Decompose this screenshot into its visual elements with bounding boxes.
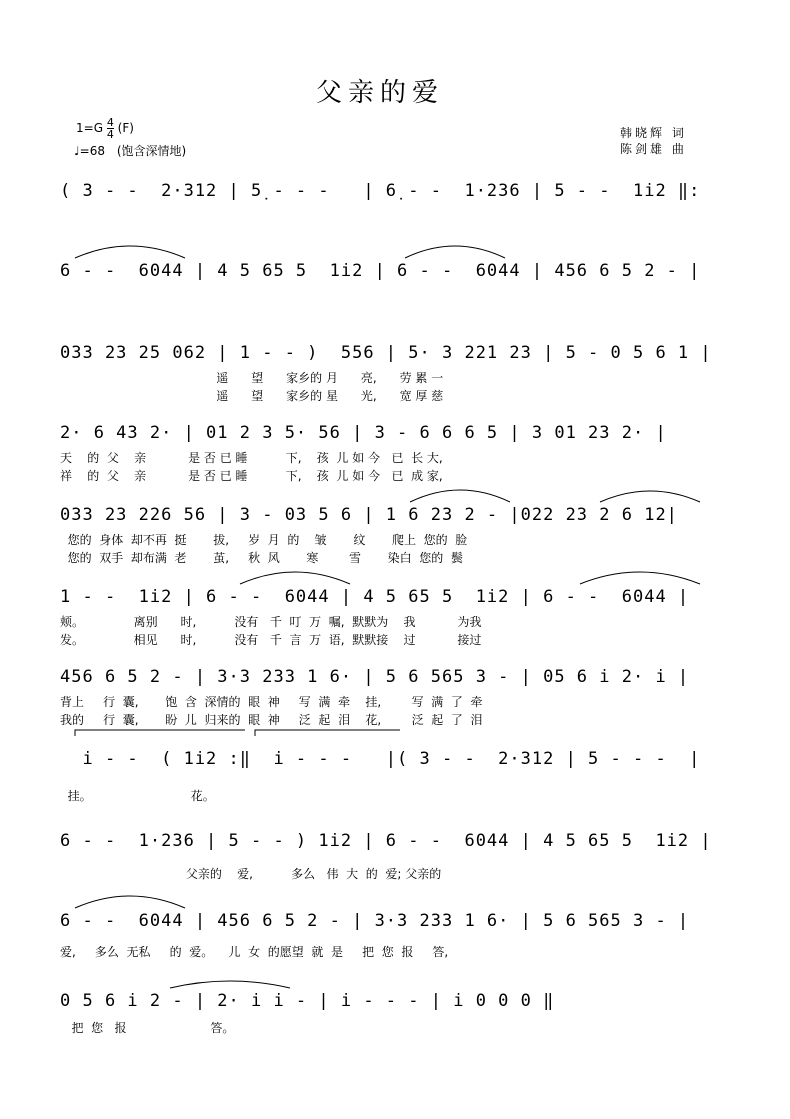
lyric-verse-1: 爱, 多么 无私 的 爱。 儿 女 的愿望 就 是 把 您 报 答,	[60, 945, 449, 959]
notation-line: 0 5 6 i 2 - | 2· i i - | i - - - | i 0 0 0 ‖	[60, 991, 555, 1011]
key-signature	[76, 117, 134, 140]
notation-line: ( 3 - - 2·312 | 5̣ - - - | 6̣ - - 1·236 | 5 - - 1i2 ‖:	[60, 181, 701, 201]
slur-marks	[60, 256, 720, 286]
notation-line: 033 23 226 56 | 3 - 03 5 6 | 1 6 23 2 - |022 23 2 6 12|	[60, 505, 678, 525]
lyric-verse-2: 遥 望 家乡的 星 光, 宽 厚 慈	[60, 389, 444, 403]
notation-line: 1 - - 1i2 | 6 - - 6044 | 4 5 65 5 1i2 | 6 - - 6044 |	[60, 587, 690, 607]
lyric-verse-2: 我的 行 囊, 盼 儿 归来的 眼 神 泛 起 泪 花, 泛 起 了 泪	[60, 713, 483, 727]
notation-line: 6 - - 6044 | 456 6 5 2 - | 3·3 233 1 6· | 5 6 565 3 - |	[60, 911, 690, 931]
lyric-verse-2: 您的 双手 却布满 老 茧, 秋 风 寒 雪 染白 您的 鬓	[60, 551, 463, 565]
lyric-verse-2: 发。 相见 时, 没有 千 言 万 语, 默默接 过 接过	[60, 633, 482, 647]
song-title: 父亲的爱	[315, 78, 444, 108]
lyric-verse-1: 背上 行 囊, 饱 含 深情的 眼 神 写 满 牵 挂, 写 满 了 牵	[60, 695, 483, 709]
tempo-line	[74, 142, 186, 159]
notation-line: 2· 6 43 2· | 01 2 3 5· 56 | 3 - 6 6 6 5 | 3 01 23 2· |	[60, 423, 667, 443]
notation-line: i - - ( 1i2 :‖ i - - - |( 3 - - 2·312 | 5 - - - |	[60, 749, 701, 769]
tempo-mark: ♩=68	[74, 144, 105, 158]
time-signature-top: 4	[106, 116, 114, 129]
lyric-verse-1: 颊。 离别 时, 没有 千 叮 万 嘱, 默默为 我 为我	[60, 615, 482, 629]
composer-credit: 陈剑雄 曲	[620, 142, 687, 156]
slur-marks	[60, 582, 720, 612]
notation-line: 6 - - 6044 | 4 5 65 5 1i2 | 6 - - 6044 | 456 6 5 2 - |	[60, 261, 701, 281]
key-label: 1=G	[76, 121, 103, 135]
slur-marks	[60, 500, 720, 530]
time-signature	[107, 117, 114, 140]
lyric-verse-1: 您的 身体 却不再 挺 拔, 岁 月 的 皱 纹 爬上 您的 脸	[60, 533, 468, 547]
lyricist-credit: 韩晓辉 词	[620, 126, 687, 140]
notation-line: 456 6 5 2 - | 3·3 233 1 6· | 5 6 565 3 - | 05 6 i 2· i |	[60, 667, 690, 687]
expression-mark: (饱含深情地)	[116, 144, 187, 158]
lyric-verse-1: 挂。 花。	[60, 789, 215, 803]
notation-line: 6 - - 1·236 | 5 - - ) 1i2 | 6 - - 6044 | 4 5 65 5 1i2 |	[60, 831, 712, 851]
alt-key-label: (F)	[117, 121, 134, 135]
slur-marks	[60, 906, 720, 936]
time-signature-bottom: 4	[106, 128, 114, 141]
lyric-verse-1: 天 的 父 亲 是 否 已 睡 下, 孩 儿 如 今 已 长 大,	[60, 451, 443, 465]
lyric-verse-1: 把 您 报 答。	[60, 1021, 235, 1035]
lyric-verse-2: 祥 的 父 亲 是 否 已 睡 下, 孩 儿 如 今 已 成 家,	[60, 469, 443, 483]
notation-line: 033 23 25 062 | 1 - - ) 556 | 5· 3 221 23 | 5 - 0 5 6 1 |	[60, 343, 712, 363]
lyric-verse-1: 父亲的 爱, 多么 伟 大 的 爱; 父亲的	[60, 867, 442, 881]
lyric-verse-1: 遥 望 家乡的 月 亮, 劳 累 一	[60, 371, 444, 385]
slur-marks	[60, 986, 720, 1016]
